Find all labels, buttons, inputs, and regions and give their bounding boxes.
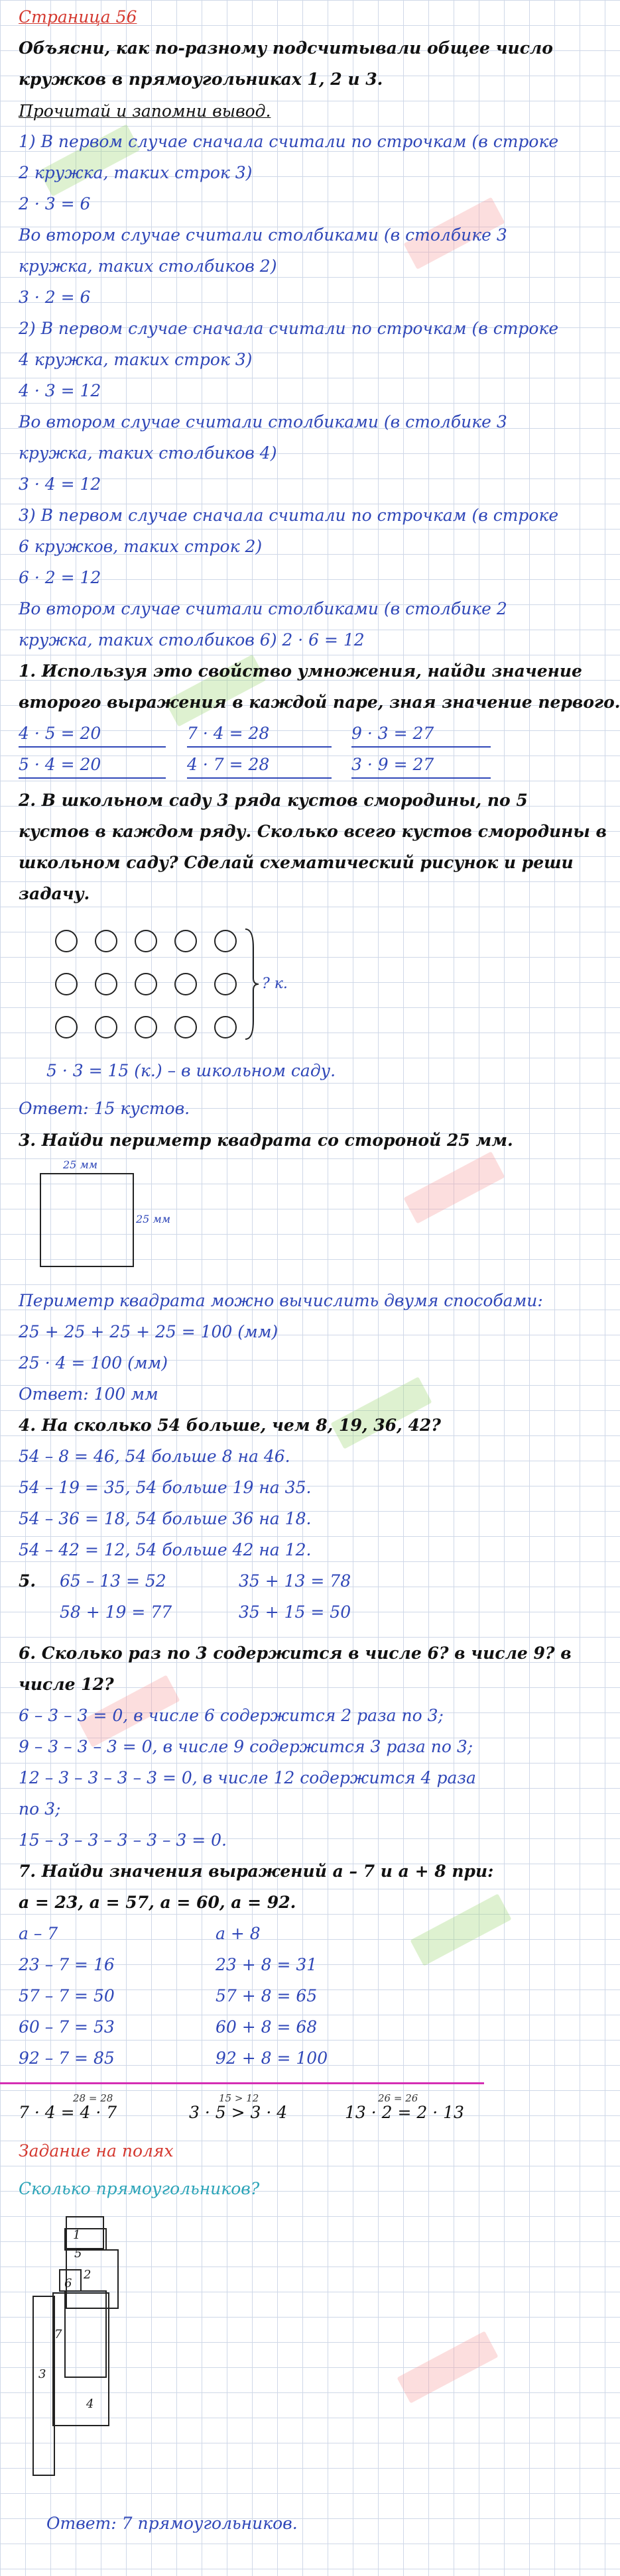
read-heading: Прочитай и запомни вывод. <box>19 101 271 121</box>
task-text: задачу. <box>19 884 90 903</box>
answer-line: кружка, таких столбиков 2) <box>19 256 277 276</box>
brace-label: ? к. <box>262 976 288 992</box>
answer-line: 3 · 4 = 12 <box>19 475 101 494</box>
task-text: 1. Используя это свойство умножения, найди значение <box>19 661 582 681</box>
solution: 5 · 3 = 15 (к.) – в школьном саду. <box>46 1061 336 1080</box>
expression: 9 · 3 = 27 <box>351 724 434 743</box>
answer-line: 2) В первом случае сначала считали по строчкам (в строке <box>19 319 559 338</box>
comparison: 7 · 4 = 4 · 7 <box>19 2103 117 2122</box>
comparison-note: 26 = 26 <box>378 2092 418 2104</box>
expression: 23 – 7 = 16 <box>19 1955 115 1974</box>
expression: 57 – 7 = 50 <box>19 1986 115 2005</box>
watermark <box>403 1151 505 1223</box>
rectangles-figure <box>27 2210 159 2489</box>
expression: 65 – 13 = 52 <box>60 1571 166 1591</box>
answer-line: 4 кружка, таких строк 3) <box>19 350 253 369</box>
expression: 57 + 8 = 65 <box>216 1986 318 2005</box>
expression: 23 + 8 = 31 <box>216 1955 318 1974</box>
expression: 4 · 7 = 28 <box>187 755 270 774</box>
rect-label: 6 <box>64 2276 72 2290</box>
rect-label: 2 <box>84 2268 92 2282</box>
task-text: второго выражения в каждой паре, зная значение первого. <box>19 693 620 712</box>
margin-separator <box>0 2082 484 2084</box>
comparison-note: 28 = 28 <box>73 2092 113 2104</box>
task-text: 2. В школьном саду 3 ряда кустов смородины, по 5 <box>19 791 528 810</box>
comparison-note: 15 > 12 <box>219 2092 259 2104</box>
answer-line: Во втором случае считали столбиками (в столбике 3 <box>19 225 507 245</box>
answer-line: 6 · 2 = 12 <box>19 568 101 587</box>
task-text: 7. Найди значения выражений а – 7 и а + 8 при: <box>19 1862 494 1881</box>
column-header: а – 7 <box>19 1924 58 1943</box>
task-text: 3. Найди периметр квадрата со стороной 25 мм. <box>19 1131 513 1150</box>
solution: 25 + 25 + 25 + 25 = 100 (мм) <box>19 1322 279 1341</box>
answer-line: 6 кружков, таких строк 2) <box>19 537 263 556</box>
expression: 5 · 4 = 20 <box>19 755 101 774</box>
answer-line: кружка, таких столбиков 6) 2 · 6 = 12 <box>19 630 365 649</box>
expression: 60 – 7 = 53 <box>19 2017 115 2037</box>
answer-underlines <box>0 0 530 795</box>
answer-line: 3 · 2 = 6 <box>19 288 91 307</box>
expression: 35 + 15 = 50 <box>239 1602 351 1622</box>
rect-label: 7 <box>54 2327 62 2341</box>
rect-label: 3 <box>38 2367 46 2381</box>
answer-line: кружка, таких столбиков 4) <box>19 443 277 463</box>
bushes-diagram <box>46 921 259 1054</box>
expression: 7 · 4 = 28 <box>187 724 270 743</box>
solution: 25 · 4 = 100 (мм) <box>19 1353 168 1372</box>
expression: 92 + 8 = 100 <box>216 2048 328 2068</box>
answer-line: 4 · 3 = 12 <box>19 381 101 400</box>
solution: 54 – 8 = 46, 54 больше 8 на 46. <box>19 1447 290 1466</box>
task-text: числе 12? <box>19 1675 114 1694</box>
expression: 3 · 9 = 27 <box>351 755 434 774</box>
solution: 15 – 3 – 3 – 3 – 3 – 3 = 0. <box>19 1830 227 1850</box>
solution: 54 – 19 = 35, 54 больше 19 на 35. <box>19 1478 312 1497</box>
task-text: Объясни, как по-разному подсчитывали общее число <box>19 38 553 58</box>
task-text: кустов в каждом ряду. Сколько всего кустов смородины в <box>19 822 607 841</box>
solution: 9 – 3 – 3 – 3 = 0, в числе 9 содержится 3 раза по 3; <box>19 1737 473 1756</box>
rect-label: 5 <box>74 2247 82 2261</box>
answer: Ответ: 15 кустов. <box>19 1099 190 1118</box>
solution: 54 – 42 = 12, 54 больше 42 на 12. <box>19 1540 312 1559</box>
fields-title: Задание на полях <box>19 2141 174 2160</box>
answer-line: Во втором случае считали столбиками (в столбике 2 <box>19 599 507 618</box>
watermark <box>330 1376 432 1449</box>
task-text: а = 23, а = 57, а = 60, а = 92. <box>19 1893 296 1912</box>
side-label: 25 мм <box>63 1158 97 1171</box>
solution: 54 – 36 = 18, 54 больше 36 на 18. <box>19 1509 312 1528</box>
answer-line: 3) В первом случае сначала считали по строчкам (в строке <box>19 506 559 525</box>
task-text: 4. На сколько 54 больше, чем 8, 19, 36, 42? <box>19 1416 441 1435</box>
fields-question: Сколько прямоугольников? <box>19 2179 260 2198</box>
answer-line: 1) В первом случае сначала считали по строчкам (в строке <box>19 132 559 151</box>
task-text: кружков в прямоугольниках 1, 2 и 3. <box>19 70 383 89</box>
comparison: 13 · 2 = 2 · 13 <box>345 2103 464 2122</box>
answer: Ответ: 100 мм <box>19 1384 158 1404</box>
expression: 92 – 7 = 85 <box>19 2048 115 2068</box>
task-text: 6. Сколько раз по 3 содержится в числе 6? в числе 9? в <box>19 1644 572 1663</box>
expression: 60 + 8 = 68 <box>216 2017 318 2037</box>
task-number: 5. <box>19 1571 36 1591</box>
answer-line: Во втором случае считали столбиками (в столбике 3 <box>19 412 507 431</box>
fields-answer: Ответ: 7 прямоугольников. <box>46 2514 298 2533</box>
solution: Периметр квадрата можно вычислить двумя способами: <box>19 1291 543 1310</box>
side-label: 25 мм <box>136 1213 170 1225</box>
watermark <box>410 1893 511 1966</box>
answer-line: 2 · 3 = 6 <box>19 194 91 213</box>
comparison: 3 · 5 > 3 · 4 <box>189 2103 288 2122</box>
task-text: школьном саду? Сделай схематический рисунок и реши <box>19 853 574 872</box>
expression: 4 · 5 = 20 <box>19 724 101 743</box>
solution: по 3; <box>19 1799 61 1819</box>
solution: 12 – 3 – 3 – 3 – 3 = 0, в числе 12 содержится 4 раза <box>19 1768 476 1787</box>
solution: 6 – 3 – 3 = 0, в числе 6 содержится 2 раза по 3; <box>19 1706 444 1725</box>
page-title: Страница 56 <box>19 7 137 27</box>
column-header: а + 8 <box>216 1924 261 1943</box>
rect-label: 4 <box>86 2397 94 2411</box>
expression: 58 + 19 = 77 <box>60 1602 172 1622</box>
rect-label: 1 <box>73 2228 81 2242</box>
answer-line: 2 кружка, таких строк 3) <box>19 163 253 182</box>
expression: 35 + 13 = 78 <box>239 1571 351 1591</box>
square-figure <box>40 1173 134 1267</box>
watermark <box>397 2331 498 2403</box>
